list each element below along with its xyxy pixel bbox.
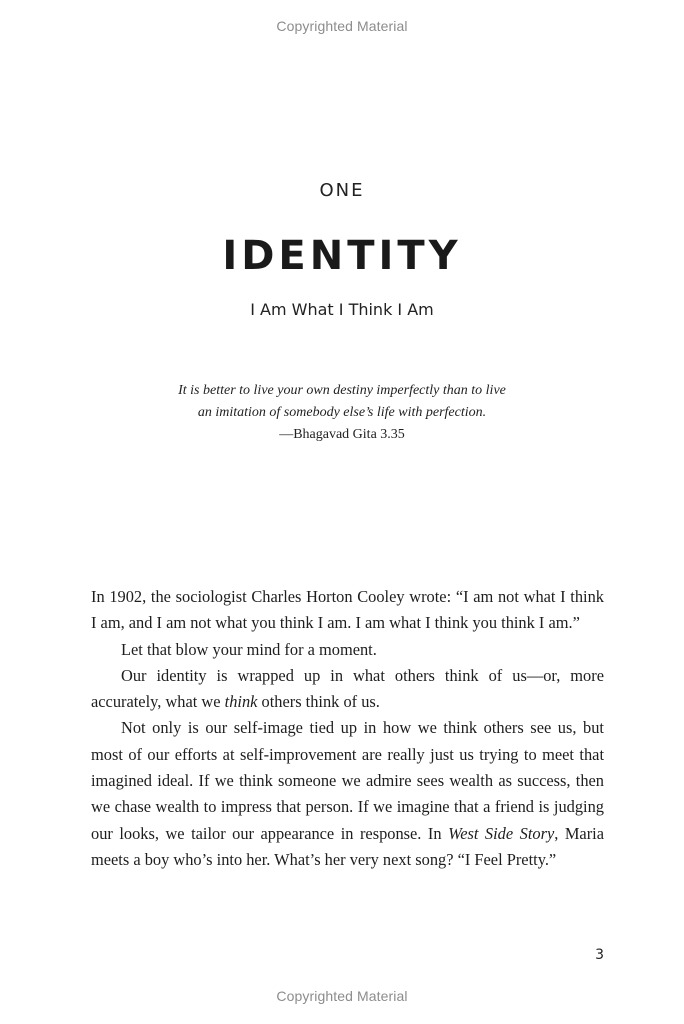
- chapter-number: ONE: [319, 180, 365, 201]
- epigraph: [0, 380, 684, 446]
- paragraph-4-text-b: , Maria meets a boy who’s into her. What’s her very next song? “I Feel Pretty.”: [91, 823, 604, 869]
- paragraph-1: In 1902, the sociologist Charles Horton Cooley wrote: “I am not what I think I am, and I am not what you think I am. I am what I think you think I am.”: [91, 587, 604, 633]
- page-number: 3: [595, 947, 604, 963]
- paragraph-2: Let that blow your mind for a moment.: [121, 639, 377, 659]
- paragraph-4: [91, 715, 604, 873]
- epigraph-line-1: It is better to live your own destiny imperfectly than to live: [178, 383, 506, 398]
- epigraph-attribution: —Bhagavad Gita 3.35: [279, 427, 405, 442]
- paragraph-4-text-a: Not only is our self-image tied up in how we think others see us, but most of our efforts at self-improvement are really just us trying to meet that imagined ideal. If we think someone we admire sees wealth as success, then we chase wealth to impress that person. If we imagine that a friend is judging our looks, we tailor our appearance in response. In: [91, 718, 604, 843]
- copyright-watermark-bottom: Copyrighted Material: [276, 988, 408, 1004]
- paragraph-3: [91, 663, 604, 716]
- paragraph-3-text-b: others think of us.: [257, 692, 380, 712]
- epigraph-line-2: an imitation of somebody else’s life with perfection.: [197, 405, 487, 420]
- chapter-subtitle: I Am What I Think I Am: [250, 300, 434, 319]
- chapter-title: IDENTITY: [222, 233, 462, 279]
- copyright-watermark-top: Copyrighted Material: [276, 18, 408, 34]
- body-text: [91, 584, 604, 873]
- paragraph-4-emphasis: West Side Story: [448, 823, 555, 843]
- paragraph-3-text-a: Our identity is wrapped up in what others think of us—or, more accurately, what we: [91, 665, 604, 712]
- paragraph-3-emphasis: think: [224, 692, 258, 712]
